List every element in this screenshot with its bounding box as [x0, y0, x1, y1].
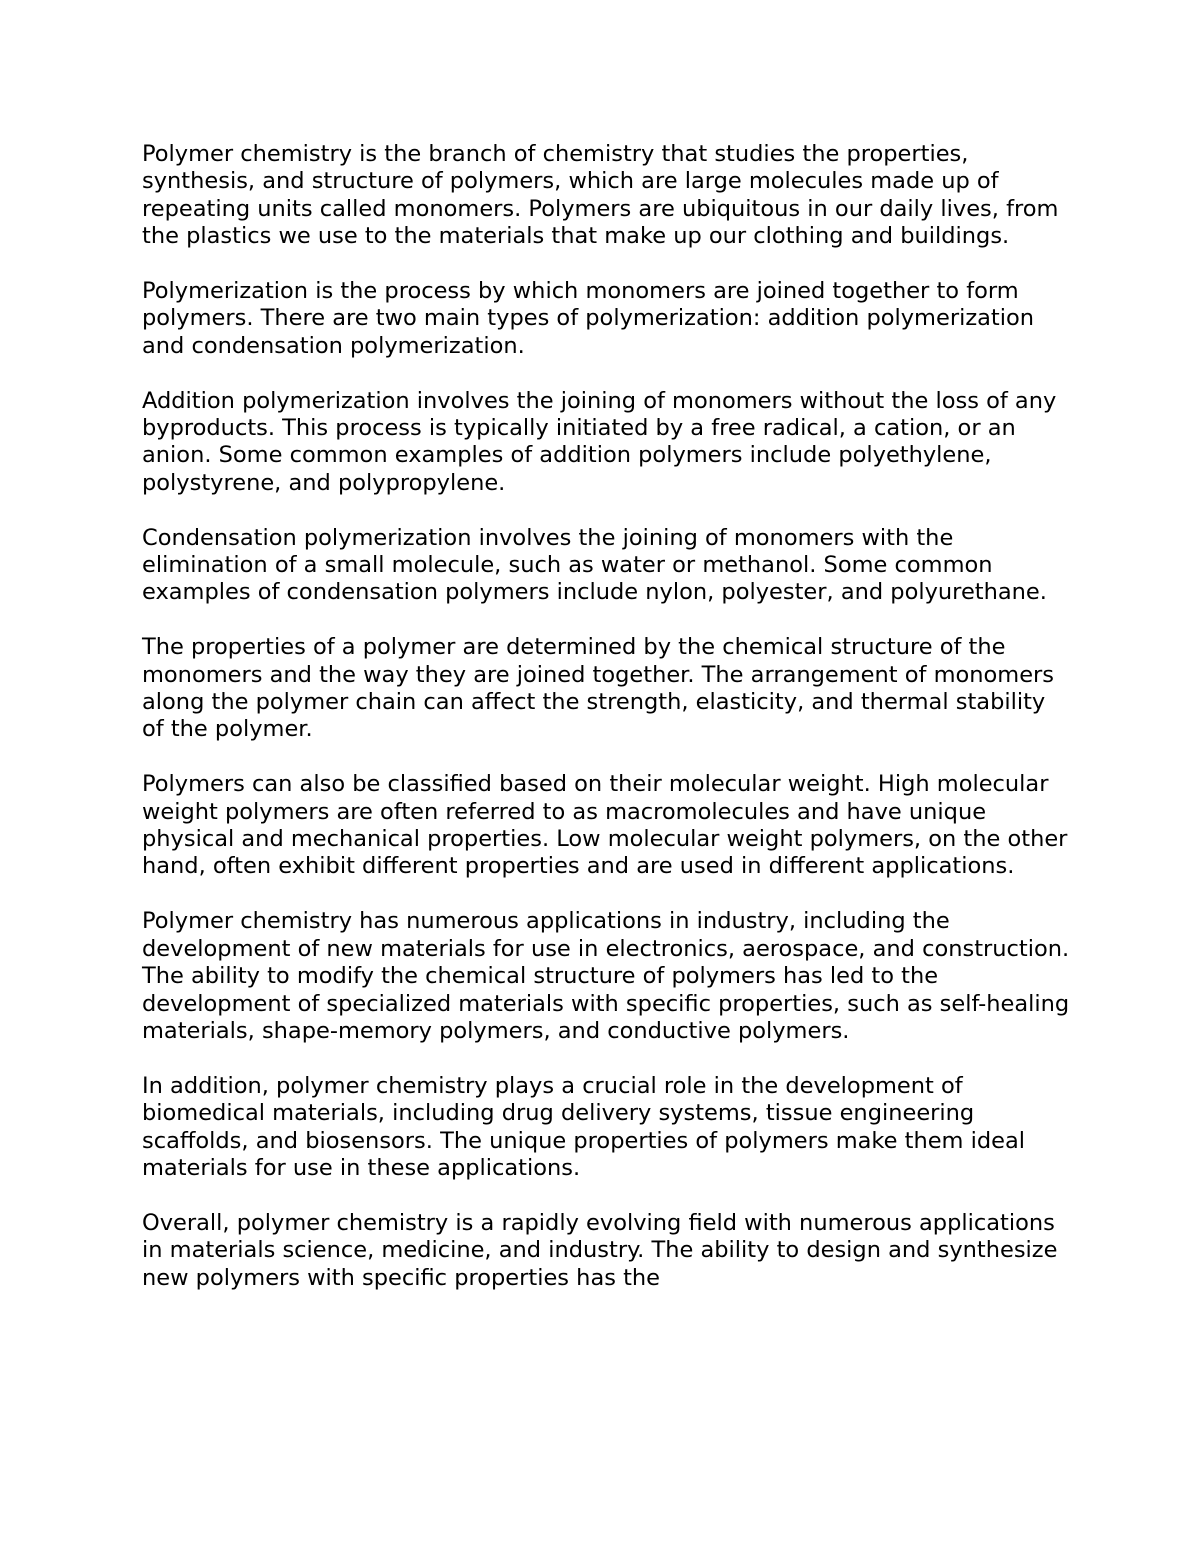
paragraph-polymerization: Polymerization is the process by which monomers are joined together to form polymers. There are two main types of polymerization: addition polymerization and condensation polymerization. — [142, 278, 1035, 359]
paragraph-introduction: Polymer chemistry is the branch of chemistry that studies the properties, synthesis, and structure of polymers, which are large molecules made up of repeating units called monomers. Polymers are ubiquitous in our daily lives, from the plastics we use to the materials that make up our clothing and buildings. — [142, 141, 1059, 250]
document-body — [142, 141, 1072, 1292]
paragraph-addition-polymerization: Addition polymerization involves the joining of monomers without the loss of any byproducts. This process is typically initiated by a free radical, a cation, or an anion. Some common examples of addition polymers include polyethylene, polystyrene, and polypropylene. — [142, 387, 1057, 496]
paragraph-industry-applications: Polymer chemistry has numerous applications in industry, including the development of new materials for use in electronics, aerospace, and construction. The ability to modify the chemical structure of polymers has led to the development of specialized materials with specific properties, such as self-healing materials, shape-memory polymers, and conductive polymers. — [142, 908, 1070, 1044]
paragraph-biomedical-applications: In addition, polymer chemistry plays a crucial role in the development of biomedical materials, including drug delivery systems, tissue engineering scaffolds, and biosensors. The unique properties of polymers make them ideal materials for use in these applications. — [142, 1072, 1026, 1181]
paragraph-polymer-properties: The properties of a polymer are determined by the chemical structure of the monomers and the way they are joined together. The arrangement of monomers along the polymer chain can affect the strength, elasticity, and thermal stability of the polymer. — [142, 634, 1055, 743]
paragraph-molecular-weight: Polymers can also be classified based on their molecular weight. High molecular weight polymers are often referred to as macromolecules and have unique physical and mechanical properties. Low molecular weight polymers, on the other hand, often exhibit different properties and are used in different applications. — [142, 771, 1068, 880]
paragraph-overall: Overall, polymer chemistry is a rapidly evolving field with numerous applications in materials science, medicine, and industry. The ability to design and synthesize new polymers with specific properties has the — [142, 1209, 1058, 1291]
paragraph-condensation-polymerization: Condensation polymerization involves the joining of monomers with the elimination of a small molecule, such as water or methanol. Some common examples of condensation polymers include nylon, polyester, and polyurethane. — [142, 524, 1047, 606]
